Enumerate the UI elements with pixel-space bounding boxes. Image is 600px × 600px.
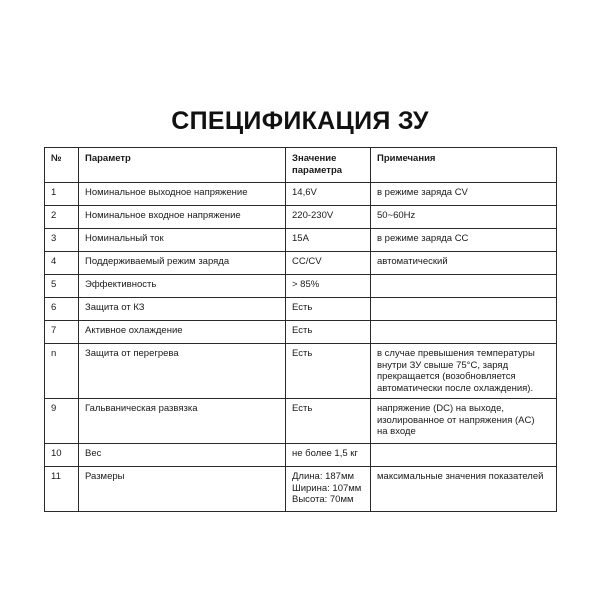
header-note: Примечания (371, 148, 557, 183)
table-row (45, 344, 557, 399)
cell-value: 15A (286, 229, 371, 252)
cell-note: 50~60Hz (371, 206, 557, 229)
cell-note (371, 444, 557, 467)
cell-param: Гальваническая развязка (79, 399, 286, 444)
table-row (45, 252, 557, 275)
cell-num: 7 (45, 321, 79, 344)
cell-num: 6 (45, 298, 79, 321)
cell-note (371, 275, 557, 298)
cell-num: 11 (45, 467, 79, 512)
cell-value: Есть (286, 298, 371, 321)
table-row (45, 321, 557, 344)
cell-note: в режиме заряда CC (371, 229, 557, 252)
table-header-row (45, 148, 557, 183)
cell-num: n (45, 344, 79, 399)
cell-param: Вес (79, 444, 286, 467)
cell-param: Номинальное выходное напряжение (79, 183, 286, 206)
cell-value: > 85% (286, 275, 371, 298)
cell-value: не более 1,5 кг (286, 444, 371, 467)
cell-num: 4 (45, 252, 79, 275)
cell-param: Активное охлаждение (79, 321, 286, 344)
cell-num: 9 (45, 399, 79, 444)
header-param: Параметр (79, 148, 286, 183)
header-value: Значение параметра (286, 148, 371, 183)
cell-note: автоматический (371, 252, 557, 275)
cell-value: Есть (286, 399, 371, 444)
cell-note: максимальные значения показателей (371, 467, 557, 512)
cell-value: Есть (286, 321, 371, 344)
cell-num: 1 (45, 183, 79, 206)
table-row (45, 206, 557, 229)
table-row (45, 444, 557, 467)
cell-param: Защита от КЗ (79, 298, 286, 321)
cell-value: Длина: 187мм Ширина: 107мм Высота: 70мм (286, 467, 371, 512)
cell-note (371, 321, 557, 344)
cell-note (371, 298, 557, 321)
cell-value: CC/CV (286, 252, 371, 275)
cell-value: 14,6V (286, 183, 371, 206)
cell-param: Номинальный ток (79, 229, 286, 252)
cell-value: Есть (286, 344, 371, 399)
document-title: СПЕЦИФИКАЦИЯ ЗУ (171, 107, 429, 135)
cell-param: Поддерживаемый режим заряда (79, 252, 286, 275)
cell-param: Защита от перегрева (79, 344, 286, 399)
cell-num: 3 (45, 229, 79, 252)
table-row (45, 399, 557, 444)
specification-table (44, 147, 557, 512)
table-row (45, 183, 557, 206)
table-row (45, 298, 557, 321)
header-num: № (45, 148, 79, 183)
cell-note: напряжение (DC) на выходе, изолированное от напряжения (AC) на входе (371, 399, 557, 444)
cell-param: Эффективность (79, 275, 286, 298)
table-row (45, 275, 557, 298)
cell-note: в режиме заряда CV (371, 183, 557, 206)
table-row (45, 467, 557, 512)
cell-num: 2 (45, 206, 79, 229)
cell-param: Размеры (79, 467, 286, 512)
cell-value: 220-230V (286, 206, 371, 229)
cell-note: в случае превышения температуры внутри ЗУ свыше 75°C, заряд прекращается (возобновляется автоматически после охлаждения). (371, 344, 557, 399)
cell-num: 5 (45, 275, 79, 298)
cell-param: Номинальное входное напряжение (79, 206, 286, 229)
table-row (45, 229, 557, 252)
cell-num: 10 (45, 444, 79, 467)
